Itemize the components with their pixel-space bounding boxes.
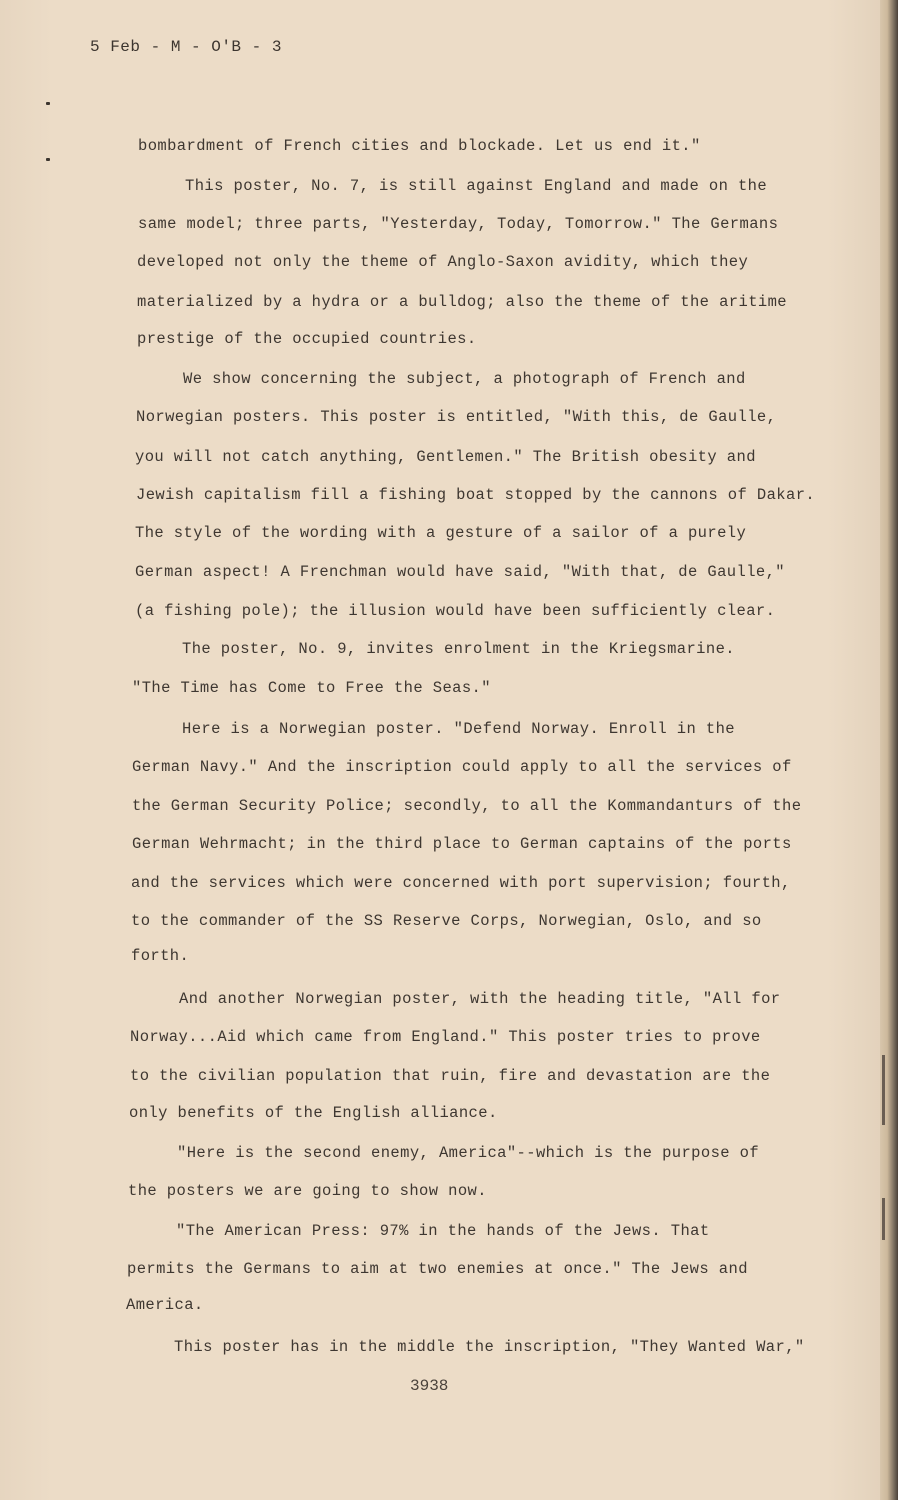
text-line: the German Security Police; secondly, to all the Kommandanturs of the: [132, 797, 802, 815]
text-line: "The Time has Come to Free the Seas.": [132, 679, 491, 697]
text-line: permits the Germans to aim at two enemies at once." The Jews and: [127, 1260, 748, 1278]
text-line: Norway...Aid which came from England." This poster tries to prove: [130, 1028, 761, 1046]
text-line: "The American Press: 97% in the hands of the Jews. That: [176, 1222, 710, 1240]
text-line: bombardment of French cities and blockade. Let us end it.": [138, 137, 701, 155]
text-line: Jewish capitalism fill a fishing boat stopped by the cannons of Dakar.: [136, 486, 816, 504]
text-line: America.: [126, 1296, 204, 1314]
text-line: prestige of the occupied countries.: [137, 330, 477, 348]
text-line: German aspect! A Frenchman would have said, "With that, de Gaulle,": [135, 563, 786, 581]
text-line: The poster, No. 9, invites enrolment in the Kriegsmarine.: [182, 640, 735, 658]
text-line: to the civilian population that ruin, fire and devastation are the: [130, 1067, 771, 1085]
text-line: This poster, No. 7, is still against England and made on the: [185, 177, 768, 195]
edge-mark: [882, 1055, 885, 1125]
text-line: German Wehrmacht; in the third place to German captains of the ports: [132, 835, 792, 853]
page-edge: [880, 0, 898, 1500]
page-number: 3938: [410, 1377, 449, 1395]
text-line: same model; three parts, "Yesterday, Today, Tomorrow." The Germans: [138, 215, 779, 233]
text-line: The style of the wording with a gesture of a sailor of a purely: [135, 524, 747, 542]
text-line: German Navy." And the inscription could apply to all the services of: [132, 758, 792, 776]
text-line: and the services which were concerned with port supervision; fourth,: [131, 874, 791, 892]
text-line: you will not catch anything, Gentlemen." The British obesity and: [135, 448, 756, 466]
edge-mark: [882, 1198, 885, 1240]
page-header: 5 Feb - M - O'B - 3: [90, 38, 282, 56]
text-line: the posters we are going to show now.: [128, 1182, 487, 1200]
text-line: to the commander of the SS Reserve Corps, Norwegian, Oslo, and so: [131, 912, 762, 930]
text-line: And another Norwegian poster, with the heading title, "All for: [179, 990, 781, 1008]
text-line: forth.: [131, 947, 190, 965]
text-line: Norwegian posters. This poster is entitled, "With this, de Gaulle,: [136, 408, 777, 426]
text-line: only benefits of the English alliance.: [129, 1104, 498, 1122]
text-line: (a fishing pole); the illusion would have been sufficiently clear.: [135, 602, 776, 620]
text-line: This poster has in the middle the inscription, "They Wanted War,": [174, 1338, 805, 1356]
text-line: We show concerning the subject, a photograph of French and: [183, 370, 746, 388]
text-line: Here is a Norwegian poster. "Defend Norway. Enroll in the: [182, 720, 735, 738]
text-line: materialized by a hydra or a bulldog; also the theme of the aritime: [137, 293, 788, 311]
margin-mark: [46, 158, 50, 161]
text-line: "Here is the second enemy, America"--which is the purpose of: [177, 1144, 760, 1162]
margin-mark: [46, 102, 50, 105]
text-line: developed not only the theme of Anglo-Saxon avidity, which they: [137, 253, 749, 271]
